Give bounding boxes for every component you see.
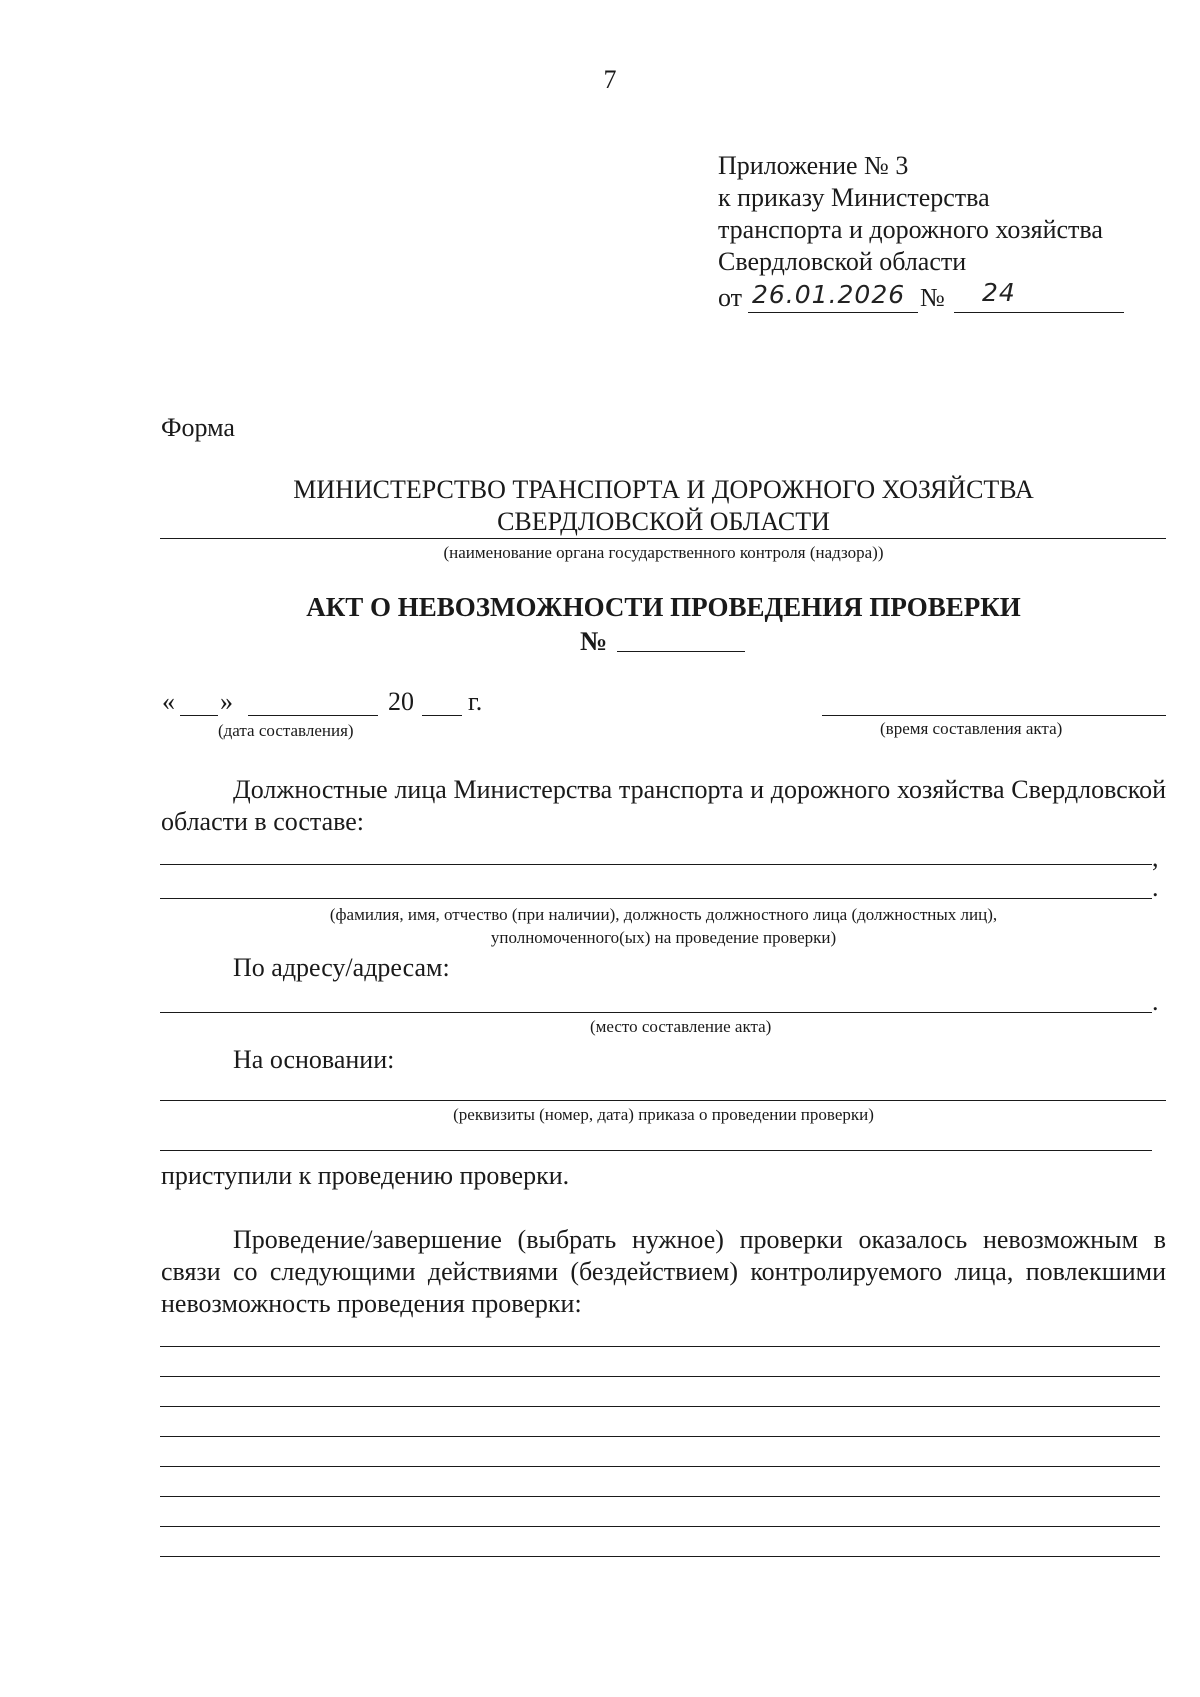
time-line	[822, 715, 1166, 716]
date-open-quote: «	[162, 687, 175, 716]
address-caption: (место составление акта)	[590, 1017, 772, 1036]
date-caption: (дата составления)	[218, 721, 354, 740]
blank-line-2	[160, 1376, 1160, 1377]
blank-line-3	[160, 1406, 1160, 1407]
form-label: Форма	[161, 413, 235, 442]
appendix-line1: Приложение № 3	[718, 151, 909, 180]
address-line-end: .	[1152, 987, 1159, 1016]
blank-line-5	[160, 1466, 1160, 1467]
agency-underline	[160, 538, 1166, 539]
blank-line-7	[160, 1526, 1160, 1527]
officials-paragraph: Должностные лица Министерства транспорта и дорожного хозяйства Свердловской области в составе:	[161, 775, 1166, 836]
document-title: АКТ О НЕВОЗМОЖНОСТИ ПРОВЕДЕНИЯ ПРОВЕРКИ	[306, 592, 1021, 622]
officials-caption-2: уполномоченного(ых) на проведение проверки)	[490, 928, 837, 947]
basis-label: На основании:	[233, 1045, 395, 1074]
blank-line-8	[160, 1556, 1160, 1557]
officials-line-2-end: .	[1152, 873, 1159, 902]
date-close-quote: »	[220, 687, 233, 716]
act-number-line	[617, 651, 745, 652]
appendix-date-prefix: от	[718, 283, 743, 312]
agency-caption: (наименование органа государственного контроля (надзора))	[443, 543, 884, 562]
basis-line-2	[160, 1150, 1152, 1151]
appendix-date-underline	[748, 312, 918, 313]
started-text: приступили к проведению проверки.	[161, 1161, 570, 1190]
date-month-line	[248, 715, 378, 716]
appendix-date-handwritten: 26.01.2026	[752, 280, 906, 309]
officials-line-1	[160, 864, 1152, 865]
act-number-label: №	[580, 626, 608, 656]
blank-line-4	[160, 1436, 1160, 1437]
date-year-suffix: г.	[468, 687, 483, 716]
appendix-number-handwritten: 24	[982, 278, 1016, 307]
blank-line-6	[160, 1496, 1160, 1497]
appendix-number-sign: №	[920, 283, 945, 312]
address-line	[160, 1012, 1152, 1013]
date-year-line	[422, 715, 462, 716]
basis-line	[160, 1100, 1166, 1101]
appendix-line2: к приказу Министерства	[718, 183, 990, 212]
appendix-number-underline	[954, 312, 1124, 313]
officials-caption-1: (фамилия, имя, отчество (при наличии), должность должностного лица (должностных лиц),	[329, 905, 998, 924]
page-number: 7	[603, 65, 617, 94]
date-day-line	[180, 715, 218, 716]
agency-line2: СВЕРДЛОВСКОЙ ОБЛАСТИ	[497, 507, 830, 536]
date-year-prefix: 20	[388, 687, 414, 716]
officials-line-2	[160, 898, 1152, 899]
appendix-line4: Свердловской области	[718, 247, 967, 276]
appendix-line3: транспорта и дорожного хозяйства	[718, 215, 1103, 244]
officials-line-1-end: ,	[1152, 843, 1159, 872]
time-caption: (время составления акта)	[880, 719, 1063, 738]
agency-line1: МИНИСТЕРСТВО ТРАНСПОРТА И ДОРОЖНОГО ХОЗЯЙСТВА	[293, 475, 1034, 504]
impossible-paragraph: Проведение/завершение (выбрать нужное) проверки оказалось невозможным в связи со следующими действиями (бездействием) контролируемого лица, повлекшими невозможность проведения проверки:	[161, 1225, 1166, 1318]
basis-caption: (реквизиты (номер, дата) приказа о проведении проверки)	[453, 1105, 874, 1124]
blank-line-1	[160, 1346, 1160, 1347]
address-label: По адресу/адресам:	[233, 953, 450, 982]
appendix-block	[718, 150, 1103, 278]
